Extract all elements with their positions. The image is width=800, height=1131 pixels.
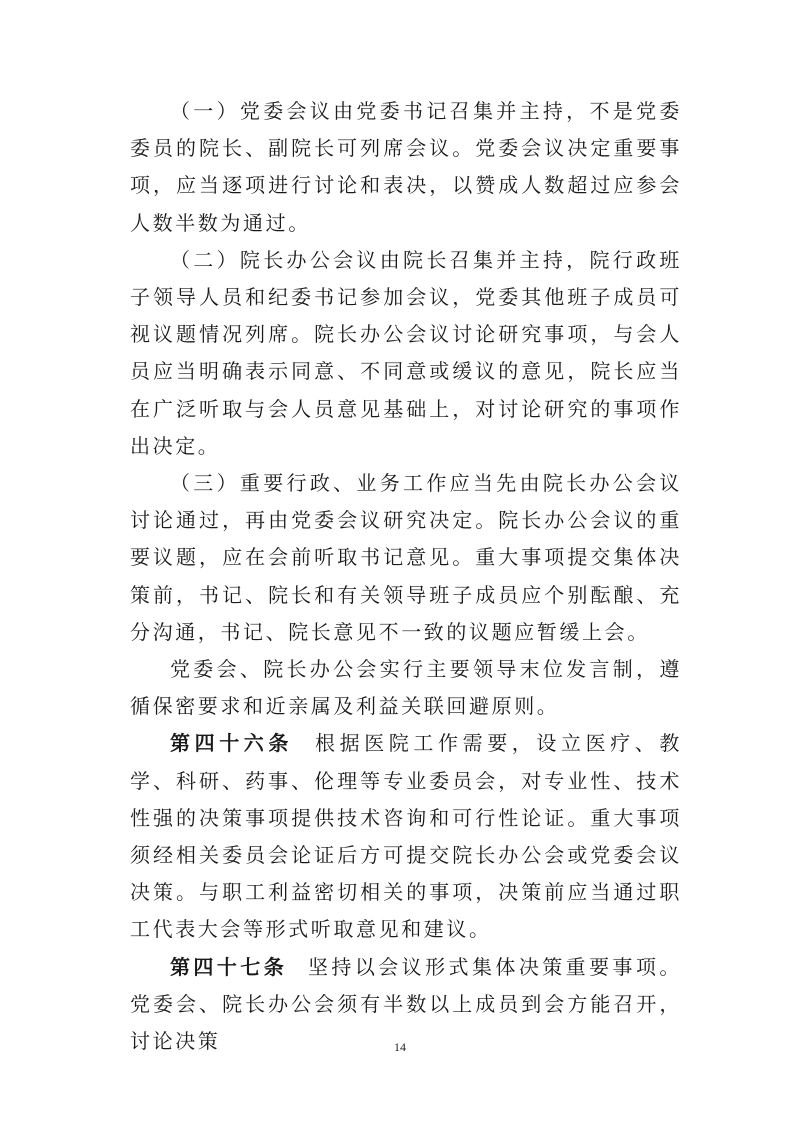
- article-heading: 第四十七条: [170, 954, 288, 979]
- paragraph-3: [130, 465, 682, 651]
- article-heading: 第四十六条: [170, 731, 293, 756]
- article-46: [130, 725, 682, 948]
- paragraph-text: 根据医院工作需要，设立医疗、教学、科研、药事、伦理等专业委员会，对专业性、技术性强的决策事项提供技术咨询和可行性论证。重大事项须经相关委员会论证后方可提交院长办公会或党委会议决策。与职工利益密切相关的事项，决策前应当通过职工代表大会等形式听取意见和建议。: [130, 731, 682, 942]
- paragraph-2: [130, 242, 682, 465]
- paragraph-text: （一）党委会议由党委书记召集并主持，不是党委委员的院长、副院长可列席会议。党委会议决定重要事项，应当逐项进行讨论和表决，以赞成人数超过应参会人数半数为通过。: [130, 99, 682, 235]
- page-number: 14: [394, 1040, 406, 1054]
- paragraph-text: （三）重要行政、业务工作应当先由院长办公会议讨论通过，再由党委会议研究决定。院长办公会议的重要议题，应在会前听取书记意见。重大事项提交集体决策前，书记、院长和有关领导班子成员应个别酝酿、充分沟通，书记、院长意见不一致的议题应暂缓上会。: [130, 471, 682, 644]
- paragraph-text: （二）院长办公会议由院长召集并主持，院行政班子领导人员和纪委书记参加会议，党委其他班子成员可视议题情况列席。院长办公会议讨论研究事项，与会人员应当明确表示同意、不同意或缓议的意见，院长应当在广泛听取与会人员意见基础上，对讨论研究的事项作出决定。: [130, 247, 682, 458]
- paragraph-1: [130, 93, 682, 242]
- paragraph-4: [130, 651, 682, 725]
- paragraph-text: 党委会、院长办公会实行主要领导末位发言制，遵循保密要求和近亲属及利益关联回避原则。: [130, 657, 682, 719]
- paragraph-text: 坚持以会议形式集体决策重要事项。党委会、院长办公会须有半数以上成员到会方能召开，讨论决策: [130, 954, 682, 1054]
- document-body: [130, 93, 682, 1060]
